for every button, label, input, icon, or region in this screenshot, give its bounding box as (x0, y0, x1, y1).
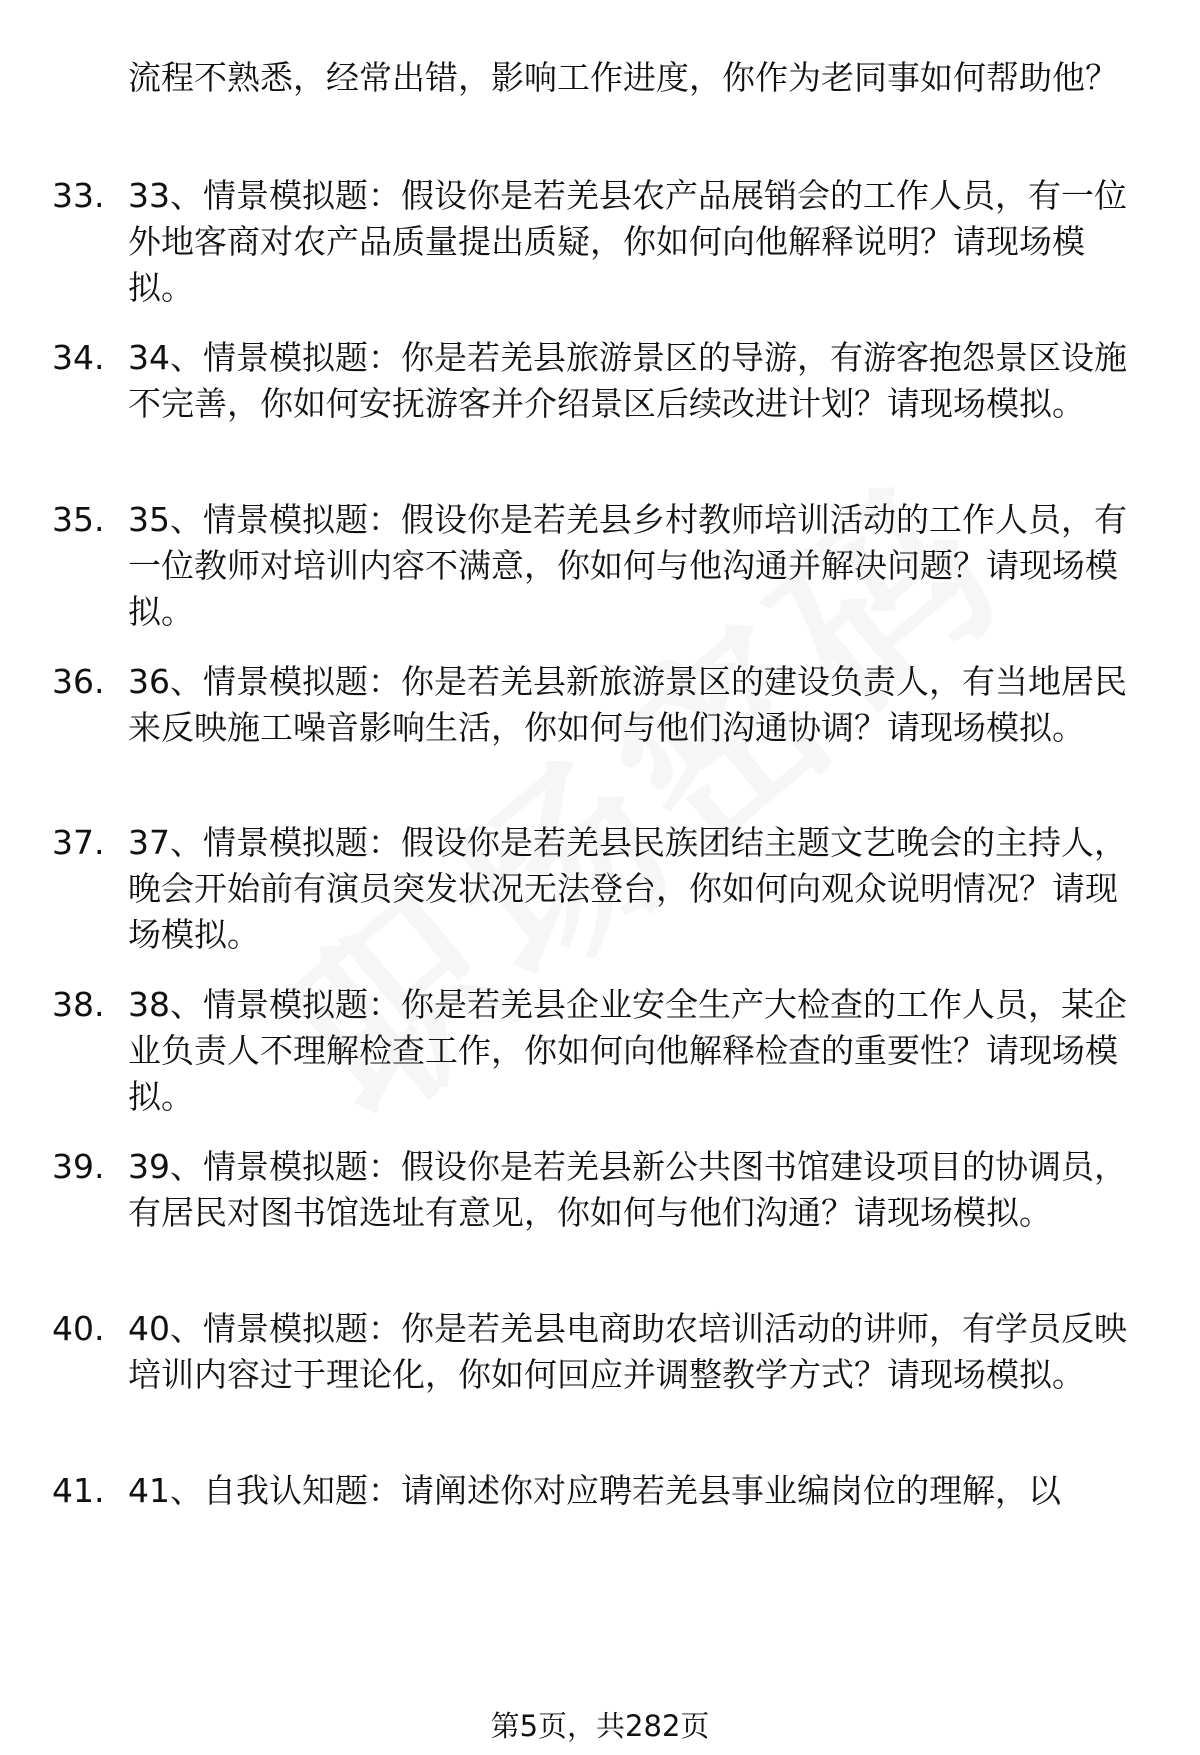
continuation-text: 流程不熟悉，经常出错，影响工作进度，你作为老同事如何帮助他？ (128, 58, 1118, 97)
item-text: 41、自我认知题：请阐述你对应聘若羌县事业编岗位的理解，以 (128, 1471, 1061, 1510)
item-text: 35、情景模拟题：假设你是若羌县乡村教师培训活动的工作人员，有一位教师对培训内容不满意，你如何与他沟通并解决问题？请现场模拟。 (128, 500, 1127, 631)
item-number: 37. (52, 823, 105, 862)
item-text: 38、情景模拟题：你是若羌县企业安全生产大检查的工作人员，某企业负责人不理解检查工作，你如何向他解释检查的重要性？请现场模拟。 (128, 985, 1127, 1116)
item-text: 40、情景模拟题：你是若羌县电商助农培训活动的讲师，有学员反映培训内容过于理论化，你如何回应并调整教学方式？请现场模拟。 (128, 1309, 1127, 1394)
item-number: 33. (52, 176, 105, 215)
item-number: 40. (52, 1309, 105, 1348)
item-text: 36、情景模拟题：你是若羌县新旅游景区的建设负责人，有当地居民来反映施工噪音影响生活，你如何与他们沟通协调？请现场模拟。 (128, 662, 1127, 747)
item-number: 39. (52, 1147, 105, 1186)
item-text: 37、情景模拟题：假设你是若羌县民族团结主题文艺晚会的主持人，晚会开始前有演员突发状况无法登台，你如何向观众说明情况？请现场模拟。 (128, 823, 1127, 954)
item-number: 35. (52, 500, 105, 539)
page-footer: 第5页，共282页 (490, 1709, 710, 1743)
item-text: 33、情景模拟题：假设你是若羌县农产品展销会的工作人员，有一位外地客商对农产品质量提出质疑，你如何向他解释说明？请现场模拟。 (128, 176, 1127, 307)
item-number: 36. (52, 662, 105, 701)
item-number: 38. (52, 985, 105, 1024)
item-number: 34. (52, 338, 105, 377)
item-number: 41. (52, 1471, 105, 1510)
watermark (165, 355, 1115, 1265)
item-text: 39、情景模拟题：假设你是若羌县新公共图书馆建设项目的协调员，有居民对图书馆选址有意见，你如何与他们沟通？请现场模拟。 (128, 1147, 1127, 1232)
item-text: 34、情景模拟题：你是若羌县旅游景区的导游，有游客抱怨景区设施不完善，你如何安抚游客并介绍景区后续改进计划？请现场模拟。 (128, 338, 1127, 423)
